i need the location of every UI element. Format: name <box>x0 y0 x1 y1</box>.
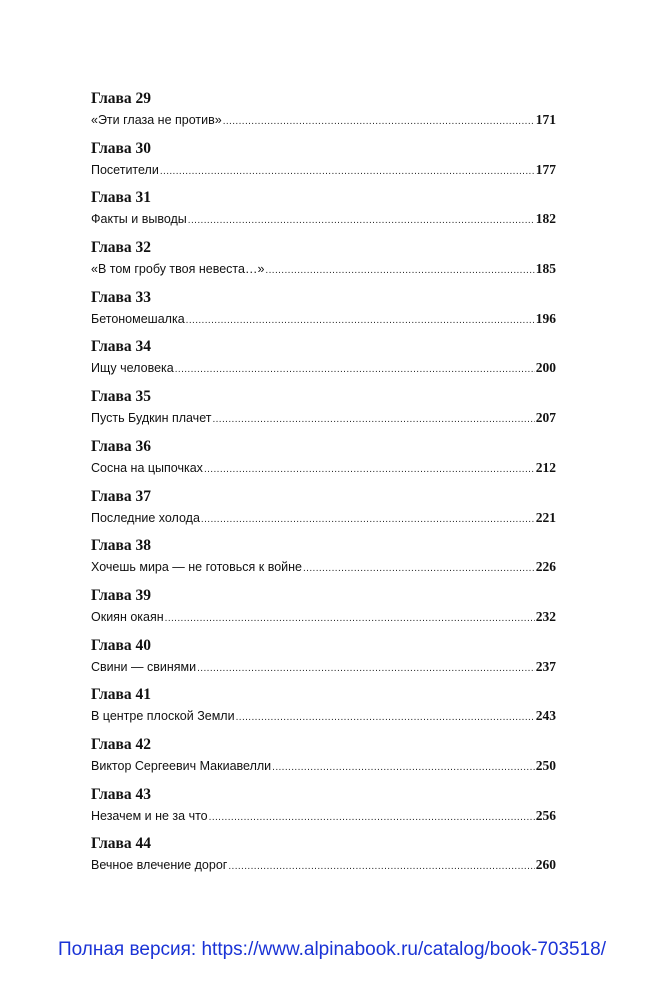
toc-line <box>91 458 556 478</box>
toc-entry[interactable] <box>91 684 556 734</box>
chapter-number: Глава 42 <box>91 735 152 753</box>
toc-entry[interactable] <box>91 585 556 635</box>
dot-leader <box>165 609 535 629</box>
toc-line <box>91 358 556 378</box>
chapter-title: Хочешь мира — не готовься к войне <box>91 560 302 575</box>
page-number: 256 <box>535 807 556 823</box>
dot-leader <box>236 708 535 728</box>
chapter-title: Пусть Будкин плачет <box>91 411 212 426</box>
page-number: 171 <box>535 112 556 127</box>
dot-leader <box>272 758 535 778</box>
toc-entry[interactable] <box>91 88 556 138</box>
chapter-number: Глава 39 <box>91 586 152 604</box>
page-number: 177 <box>535 161 556 177</box>
chapter-title: Сосна на цыпочках <box>91 460 203 475</box>
dot-leader <box>265 261 534 281</box>
toc-line <box>91 110 556 130</box>
dot-leader <box>212 410 534 430</box>
dot-leader <box>204 460 535 480</box>
chapter-number: Глава 35 <box>91 388 152 406</box>
page-number: 196 <box>535 310 556 326</box>
toc-entry[interactable] <box>91 386 556 436</box>
dot-leader <box>209 808 535 828</box>
chapter-title: Факты и выводы <box>91 212 187 227</box>
toc-entry[interactable] <box>91 138 556 188</box>
chapter-number: Глава 40 <box>91 636 152 654</box>
chapter-number: Глава 30 <box>91 139 152 157</box>
page-number: 185 <box>535 261 556 277</box>
page-number: 207 <box>535 410 556 426</box>
full-version-link[interactable]: Полная версия: https://www.alpinabook.ru/catalog/book-703518/ <box>57 939 607 960</box>
toc-entry[interactable] <box>91 784 556 834</box>
toc-line <box>91 607 556 627</box>
dot-leader <box>188 211 535 231</box>
chapter-number: Глава 34 <box>91 338 152 356</box>
chapter-title: «Эти глаза не против» <box>91 113 222 127</box>
chapter-number: Глава 43 <box>91 785 152 803</box>
toc-line <box>91 160 556 180</box>
toc-line <box>91 657 556 677</box>
toc-entry[interactable] <box>91 187 556 237</box>
toc-line <box>91 508 556 528</box>
page-number: 200 <box>535 360 556 376</box>
toc-line <box>91 408 556 428</box>
page-number: 221 <box>535 509 556 525</box>
chapter-number: Глава 38 <box>91 537 152 555</box>
chapter-number: Глава 29 <box>91 90 152 107</box>
toc-entry[interactable] <box>91 486 556 536</box>
toc-entry[interactable] <box>91 635 556 685</box>
chapter-title: В центре плоской Земли <box>91 709 235 724</box>
chapter-number: Глава 44 <box>91 835 152 853</box>
chapter-number: Глава 37 <box>91 487 152 505</box>
table-of-contents <box>91 88 556 883</box>
toc-line <box>91 209 556 229</box>
chapter-number: Глава 33 <box>91 288 152 306</box>
toc-entry[interactable] <box>91 535 556 585</box>
chapter-title: Свини — свинями <box>91 659 197 674</box>
chapter-title: Посетители <box>91 162 159 177</box>
page-number: 237 <box>535 658 556 674</box>
toc-line <box>91 756 556 776</box>
page-number: 260 <box>535 857 556 873</box>
chapter-title: Незачем и не за что <box>91 808 208 823</box>
page-number: 226 <box>535 559 556 575</box>
page-number: 232 <box>535 608 556 624</box>
toc-entry[interactable] <box>91 734 556 784</box>
chapter-title: Ищу человека <box>91 361 174 376</box>
toc-line <box>91 706 556 726</box>
chapter-title: Вечное влечение дорог <box>91 858 228 873</box>
chapter-number: Глава 32 <box>91 239 152 257</box>
chapter-number: Глава 31 <box>91 189 152 207</box>
toc-entry[interactable] <box>91 237 556 287</box>
toc-entry[interactable] <box>91 287 556 337</box>
dot-leader <box>201 510 535 530</box>
dot-leader <box>175 360 535 380</box>
toc-entry[interactable] <box>91 436 556 486</box>
page-number: 212 <box>535 459 556 475</box>
page-number: 182 <box>535 211 556 227</box>
toc-line <box>91 557 556 577</box>
toc-entry[interactable] <box>91 833 556 883</box>
dot-leader <box>197 659 535 679</box>
toc-line <box>91 309 556 329</box>
chapter-title: Виктор Сергеевич Макиавелли <box>91 758 272 773</box>
chapter-number: Глава 36 <box>91 437 152 455</box>
dot-leader <box>223 112 535 132</box>
chapter-title: Окиян окаян <box>91 609 164 624</box>
dot-leader <box>303 559 535 579</box>
toc-entry[interactable] <box>91 336 556 386</box>
dot-leader <box>228 857 534 877</box>
chapter-title: Последние холода <box>91 510 200 525</box>
dot-leader <box>160 162 535 182</box>
chapter-title: «В том гробу твоя невеста…» <box>91 262 265 277</box>
toc-line <box>91 259 556 279</box>
page-number: 250 <box>535 757 556 773</box>
page-number: 243 <box>535 708 556 724</box>
toc-line <box>91 855 556 875</box>
chapter-title: Бетономешалка <box>91 311 185 326</box>
toc-line <box>91 806 556 826</box>
chapter-number: Глава 41 <box>91 686 152 704</box>
dot-leader <box>186 311 535 331</box>
